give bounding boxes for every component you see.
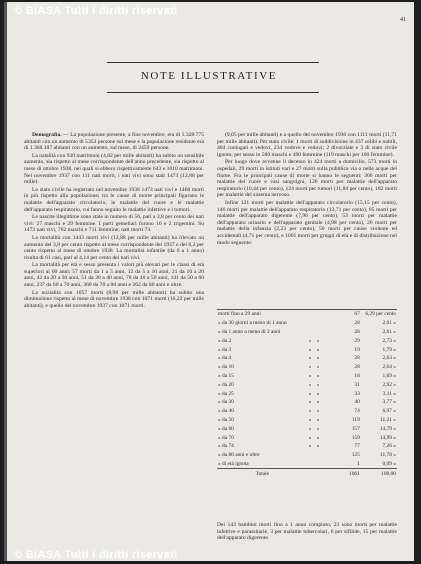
table-cell-dots: » » <box>308 416 322 423</box>
table-cell-label: » da 60 <box>218 425 234 432</box>
table-cell-label: » da 3 <box>218 346 232 353</box>
table-cell-percent: 2,61 » <box>382 320 396 327</box>
table-cell-label: » da 2 <box>218 337 232 344</box>
table-cell-dots <box>308 469 339 478</box>
paragraph <box>217 132 397 158</box>
table-cell-percent: 2,73 » <box>382 337 396 344</box>
table-row <box>217 407 397 416</box>
table-row <box>217 416 397 425</box>
table-cell-amount: 28 <box>354 320 360 327</box>
paragraph-text: La natalità con 930 matrimoni (4,82 per mille abitanti) ha subito un sensibile aumento, sia rispetto al mese corrispondente dell'anno precedente, sia rispetto al mese di ottobre 1938, nei quali si ebbero rispettivamente 643 e 1010 matrimoni. Nel novembre 1937 con 111 nati morti, i nati vivi sono stati 1473 (12,88 per mille). <box>24 152 204 186</box>
table-row <box>217 354 397 363</box>
table-cell-percent: 2,63 » <box>382 355 396 362</box>
table-cell-percent: 6,29 per cento <box>365 311 396 318</box>
table-cell-label: » da 25 <box>218 390 234 397</box>
table-cell-dots: » » <box>308 434 322 441</box>
table-cell-amount: 29 <box>354 337 360 344</box>
paragraph-text: La mortalità per età e sesso presenta i valori più elevati per le classi di età superiori ai 60 anni; 57 morti da 1 a 5 anni, 12 da 5 a 10 anni, 21 da 10 a 20 anni, 42 da 20 a 30 anni, 51 da 30 a 40 anni, 78 da 40 a 50 anni, 141 da 50 a 60 anni, 237 da 60 a 70 anni, 360 da 70 a 80 anni e 262 da 80 anni e oltre. <box>24 262 204 289</box>
table-row <box>217 336 397 345</box>
paragraph-text: La mortalità con 1443 morti vivi (12,88 per mille abitanti) ha rilevato un aumento del 3,8 per cento rispetto al mese corrispondente del 1937 e del 6,2 per cento rispetto al mese di ottobre 1938. La mortalità infantile (da 0 a 1 anno) risulta di 61 casi, pari al 4,14 per cento dei nati vivi. <box>24 234 204 261</box>
table-cell-dots: » » <box>308 355 322 362</box>
table-cell-percent: 6,97 » <box>382 408 396 415</box>
table-cell-label: » da 10 <box>218 364 234 371</box>
table-row <box>217 424 397 433</box>
table-cell-amount: 28 <box>354 364 360 371</box>
table-row <box>217 328 397 337</box>
table-row <box>217 433 397 442</box>
paragraph-text: Lo stato civile ha registrato nel novembre 1938 1473 nati vivi e 1468 morti in più rispetto alla popolazione; tra le cause di morte principali figurano le malattie dell'apparato circolatorio, le malattie del cuore e le malattie dell'apparato respiratorio, cui fanno seguito le malattie infettive e i tumori. <box>24 186 204 213</box>
table-cell-amount: 33 <box>354 390 360 397</box>
table-total-label: Totale <box>217 469 308 478</box>
table-cell-label: » da 74 <box>218 443 234 450</box>
table-cell-label: » da 15 <box>218 372 234 379</box>
table-cell-amount: 31 <box>354 381 360 388</box>
mortality-age-table <box>217 309 397 478</box>
paragraph-lead: Demografia. <box>32 132 62 138</box>
bottom-note: Dei 143 bambini morti fino a 1 anno compiuto, 23 sono morti per malattie infettive e parassitarie, 3 per malattie tubercolari, 6 per sifilide, 15 per malattie dell'apparato digerente. <box>217 522 397 542</box>
table-cell-dots: » » <box>308 399 322 406</box>
table-cell-label: » da 30 giorni a meno di 1 anno <box>218 320 287 327</box>
table-total-row <box>217 469 397 478</box>
table-row <box>217 310 397 319</box>
table-cell-percent: 2,61 » <box>382 328 396 335</box>
paragraph <box>24 262 204 288</box>
page-number: 41 <box>400 17 406 23</box>
document-page <box>4 2 414 561</box>
table-cell-amount: 1 <box>357 460 360 467</box>
paragraph-text: Le nascite illegittime sono state in numero di 56, pari a 3,8 per cento dei nati vivi: 27 maschi e 29 femmine. I parti gemellari furono 16 e 2 trigemini. Su 1473 nati vivi, 762 maschi e 711 femmine; nati morti 73. <box>24 214 204 234</box>
table-cell-percent: 1,69 » <box>382 372 396 379</box>
paragraph <box>217 200 397 246</box>
title-rule-top <box>107 62 319 63</box>
table-cell-amount: 125 <box>351 452 360 459</box>
table-row <box>217 389 397 398</box>
table-cell-percent: 14,99 » <box>379 434 396 441</box>
table-cell-dots <box>308 460 339 469</box>
watermark-top: © BiASA Tutti i diritti riservati <box>14 5 178 17</box>
table-cell-amount: 74 <box>354 408 360 415</box>
table-total-percent: 100,00 <box>361 469 397 478</box>
table-total-amount: 1061 <box>339 469 361 478</box>
table-cell-percent: 2,92 » <box>382 381 396 388</box>
table-row <box>217 380 397 389</box>
paragraph-text: (9,05 per mille abitanti) e a quello del novembre 1936 con 1111 morti (11,71 per mille abitanti). Per stato civile: 1 morti di suddivisione in 437 celibi e nubili, 404 coniugati e vedovi, 234 vedove e vedovi; 2 divorziate e 3 di stato civile ignoto; per sesso in 580 maschi e 490 femmine (119 maschi per 100 femmine). <box>217 132 397 158</box>
paragraph <box>24 214 204 234</box>
paragraph <box>24 290 204 310</box>
table-cell-percent: 0,09 » <box>382 460 396 467</box>
table-cell-amount: 18 <box>354 372 360 379</box>
table-cell-amount: 159 <box>351 434 360 441</box>
table-cell-amount: 28 <box>354 328 360 335</box>
table-cell-dots <box>308 328 339 337</box>
title-rule-bottom <box>107 92 319 93</box>
table-row <box>217 442 397 451</box>
table-cell-dots <box>308 310 339 319</box>
table-cell-label: » da 80 anni e oltre <box>218 452 260 459</box>
table-cell-dots: » » <box>308 372 322 379</box>
table-cell-dots: » » <box>308 443 322 450</box>
table-row <box>217 372 397 381</box>
table-cell-amount: 40 <box>354 399 360 406</box>
table-cell-amount: 119 <box>351 416 360 423</box>
table-cell-amount: 28 <box>354 355 360 362</box>
table-cell-label: » da 1 anno a meno di 2 anni <box>218 328 281 335</box>
table-cell-percent: 11,78 » <box>380 452 396 459</box>
table-cell-dots: » » <box>308 390 322 397</box>
table-cell-label: morti fino a 29 anni <box>218 311 261 318</box>
page-title: NOTE ILLUSTRATIVE <box>140 70 278 82</box>
table-cell-amount: 77 <box>354 443 360 450</box>
table-cell-label: » da 50 <box>218 416 234 423</box>
table-row <box>217 460 397 469</box>
table-cell-dots: » » <box>308 425 322 432</box>
watermark-bottom: © BiASA Tutti i diritti riservati <box>14 549 178 561</box>
table-row <box>217 363 397 372</box>
table-cell-label: » da 4 <box>218 355 232 362</box>
table-cell-dots: » » <box>308 337 322 344</box>
table-cell-amount: 67 <box>354 311 360 318</box>
table-row <box>217 451 397 460</box>
table-row <box>217 345 397 354</box>
page-edge-shadow <box>4 2 7 561</box>
table-cell-percent: 14,79 » <box>379 425 396 432</box>
paragraph-text: Per luogo dove avvenne il decesso in 424 morti a domicilio, 573 morti in ospedali, 29 morti in istituti vari e 27 morti sulla pubblica via o nelle acque del fiume. Fra le principali cause di morte si hanno le seguenti: 306 morti per malattie del cuore e vasi sanguigni, 126 morti per malattie dell'apparato respiratorio (10,44 per cento), 124 morti per tumori (11,84 per cento), 182 morti per malattie del sistema nervoso. <box>217 159 397 199</box>
paragraph <box>24 235 204 261</box>
table-cell-dots: » » <box>308 408 322 415</box>
paragraph-text: — La popolazione presente, a fine novembre, era di 1.328.775 abitanti con un aumento di 5353 persone sul mese e la popolazione residente era di 1.368.187 abitanti con un aumento, sul mese, di 2459 persone. <box>24 132 204 152</box>
paragraph <box>24 187 204 213</box>
table-cell-percent: 7,26 » <box>382 443 396 450</box>
paragraph <box>24 153 204 186</box>
table-cell-percent: 3,11 » <box>382 390 396 397</box>
table-cell-dots: » » <box>308 346 322 353</box>
table-cell-label: » da 70 <box>218 434 234 441</box>
paragraph-text: La nuzialità con 1057 morti (8,98 per mille abitanti) ha subito una diminuzione rispetto al mese di novembre 1938 con 1071 morti (16,22 per mille abitanti), e quello del novembre 1937 con 1071 morti. <box>24 289 204 309</box>
table-row <box>217 319 397 328</box>
table-cell-percent: 2,64 » <box>382 364 396 371</box>
paragraph <box>217 159 397 199</box>
paragraph-text: Infine 121 morti per malattie dell'apparato circolatorio (15,15 per cento), 146 morti per malattie dell'apparato respiratorio (13,71 per cento), 85 morti per malattie dell'apparato digerente (7,96 per cento), 53 morti per malattie dell'apparato urinario e dell'apparato genitale (4,98 per cento), 26 morti per malattie della infanzia (2,23 per cento), 50 morti per cause violente ed accidentali (4,71 per cento), e 1061 morti per gruppi di età e di distribuzione nel modo seguente: <box>217 199 397 246</box>
table-cell-amount: 19 <box>354 346 360 353</box>
table-cell-dots: » » <box>308 364 322 371</box>
table-cell-dots: » » <box>308 381 322 388</box>
table-row <box>217 398 397 407</box>
table-cell-label: » da 30 <box>218 399 234 406</box>
table-cell-dots <box>308 451 339 460</box>
table-cell-percent: 11,21 » <box>380 416 396 423</box>
table-cell-percent: 3,77 » <box>382 399 396 406</box>
table-cell-label: » di età ignota <box>218 460 249 467</box>
table-cell-amount: 157 <box>351 425 360 432</box>
table-cell-label: » da 40 <box>218 408 234 415</box>
right-column <box>217 132 397 247</box>
paragraph <box>24 132 204 152</box>
table-cell-dots <box>308 319 339 328</box>
left-column <box>24 132 204 310</box>
table-cell-percent: 1,79 » <box>382 346 396 353</box>
table-cell-label: » da 20 <box>218 381 234 388</box>
